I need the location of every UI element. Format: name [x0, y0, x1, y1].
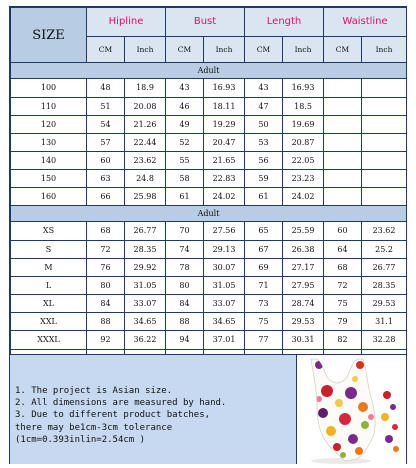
bust-inch-cell: 18.11	[204, 98, 245, 116]
hip-inch-cell: 29.92	[125, 259, 166, 277]
note-line: 1. The project is Asian size.	[15, 386, 173, 396]
bust-inch-cell: 30.07	[204, 259, 245, 277]
waist-inch-cell	[362, 79, 407, 98]
length-cm-cell: 59	[245, 170, 283, 188]
length-inch-cell: 26.38	[283, 241, 324, 259]
hip-cm-cell: 54	[87, 116, 125, 134]
waist-cm-cell: 82	[324, 331, 362, 350]
size-cell: M	[11, 259, 87, 277]
bust-inch-cell: 16.93	[204, 79, 245, 98]
size-cell: S	[11, 241, 87, 259]
bust-cm-cell: 74	[166, 241, 204, 259]
bust-cm-cell: 43	[166, 79, 204, 98]
hip-cm-cell: 72	[87, 241, 125, 259]
hip-inch-cell: 24.8	[125, 170, 166, 188]
length-inch-cell: 19.69	[283, 116, 324, 134]
bust-inch-cell: 24.02	[204, 188, 245, 206]
hip-cm-cell: 63	[87, 170, 125, 188]
table-row	[11, 134, 407, 152]
size-cell: 110	[11, 98, 87, 116]
length-cm-cell: 65	[245, 222, 283, 241]
waistline-header: Waistline	[324, 8, 407, 37]
table-row	[11, 259, 407, 277]
section-header-row	[11, 63, 407, 79]
table-row	[11, 152, 407, 170]
hip-inch-cell: 25.98	[125, 188, 166, 206]
bust-cm-cell: 70	[166, 222, 204, 241]
length-inch-cell: 23.23	[283, 170, 324, 188]
waist-cm-cell	[324, 98, 362, 116]
bust-cm-cell: 58	[166, 170, 204, 188]
length-inch-cell: 16.93	[283, 79, 324, 98]
length-inch-cell: 25.59	[283, 222, 324, 241]
waist-inch-cell: 28.35	[362, 277, 407, 295]
waist-inch-cell	[362, 152, 407, 170]
bust-inch-cell: 33.07	[204, 295, 245, 313]
size-cell: 100	[11, 79, 87, 98]
table-row	[11, 277, 407, 295]
length-cm-cell: 69	[245, 259, 283, 277]
waist-inch-cell: 32.28	[362, 331, 407, 350]
waist-cm-cell	[324, 152, 362, 170]
size-cell: L	[11, 277, 87, 295]
hip-cm-cell: 80	[87, 277, 125, 295]
table-row	[11, 295, 407, 313]
waist-cm-cell	[324, 116, 362, 134]
waist-inch-cell: 26.77	[362, 259, 407, 277]
length-cm-cell: 61	[245, 188, 283, 206]
unit-cm: CM	[166, 37, 204, 63]
length-inch-cell: 27.95	[283, 277, 324, 295]
swimsuit-photo	[297, 355, 406, 464]
hip-cm-cell: 84	[87, 295, 125, 313]
unit-inch: Inch	[283, 37, 324, 63]
hip-cm-cell: 51	[87, 98, 125, 116]
length-cm-cell: 56	[245, 152, 283, 170]
bust-inch-cell: 37.01	[204, 331, 245, 350]
bust-inch-cell: 34.65	[204, 313, 245, 331]
size-chart	[9, 6, 407, 464]
bust-cm-cell: 84	[166, 295, 204, 313]
product-photo	[297, 354, 406, 464]
size-cell: 160	[11, 188, 87, 206]
length-inch-cell: 22.05	[283, 152, 324, 170]
bust-inch-cell: 31.05	[204, 277, 245, 295]
notes-panel	[10, 354, 297, 464]
header-row	[11, 8, 407, 37]
length-cm-cell: 67	[245, 241, 283, 259]
length-cm-cell: 47	[245, 98, 283, 116]
size-cell: 120	[11, 116, 87, 134]
hip-cm-cell: 68	[87, 222, 125, 241]
length-inch-cell: 29.53	[283, 313, 324, 331]
section-title: Adult	[11, 63, 407, 79]
unit-inch: Inch	[362, 37, 407, 63]
length-cm-cell: 71	[245, 277, 283, 295]
bust-cm-cell: 49	[166, 116, 204, 134]
table-row	[11, 116, 407, 134]
unit-cm: CM	[245, 37, 283, 63]
size-cell: 140	[11, 152, 87, 170]
hip-cm-cell: 60	[87, 152, 125, 170]
length-cm-cell: 75	[245, 313, 283, 331]
waist-cm-cell: 68	[324, 259, 362, 277]
size-cell: XS	[11, 222, 87, 241]
waist-cm-cell	[324, 79, 362, 98]
waist-inch-cell	[362, 188, 407, 206]
size-cell: XXXL	[11, 331, 87, 350]
waist-inch-cell: 31.1	[362, 313, 407, 331]
table-row	[11, 170, 407, 188]
length-cm-cell: 43	[245, 79, 283, 98]
hip-cm-cell: 57	[87, 134, 125, 152]
length-inch-cell: 20.87	[283, 134, 324, 152]
table-row	[11, 331, 407, 350]
unit-cm: CM	[87, 37, 125, 63]
hip-cm-cell: 76	[87, 259, 125, 277]
hip-inch-cell: 18.9	[125, 79, 166, 98]
waist-inch-cell	[362, 134, 407, 152]
waist-cm-cell	[324, 170, 362, 188]
bust-cm-cell: 55	[166, 152, 204, 170]
size-cell: XL	[11, 295, 87, 313]
bust-cm-cell: 61	[166, 188, 204, 206]
length-cm-cell: 77	[245, 331, 283, 350]
hip-inch-cell: 23.62	[125, 152, 166, 170]
waist-inch-cell: 23.62	[362, 222, 407, 241]
waist-cm-cell: 75	[324, 295, 362, 313]
waist-cm-cell	[324, 188, 362, 206]
hip-inch-cell: 36.22	[125, 331, 166, 350]
unit-cm: CM	[324, 37, 362, 63]
bust-cm-cell: 78	[166, 259, 204, 277]
length-inch-cell: 24.02	[283, 188, 324, 206]
hip-inch-cell: 21.26	[125, 116, 166, 134]
length-inch-cell: 27.17	[283, 259, 324, 277]
bust-inch-cell: 21.65	[204, 152, 245, 170]
size-header: SIZE	[11, 8, 87, 63]
section-header-row	[11, 206, 407, 222]
size-cell: 130	[11, 134, 87, 152]
length-header: Length	[245, 8, 324, 37]
size-table	[10, 7, 407, 369]
bust-cm-cell: 52	[166, 134, 204, 152]
unit-inch: Inch	[125, 37, 166, 63]
bust-cm-cell: 80	[166, 277, 204, 295]
table-row	[11, 188, 407, 206]
hipline-header: Hipline	[87, 8, 166, 37]
bust-inch-cell: 20.47	[204, 134, 245, 152]
table-row	[11, 222, 407, 241]
waist-cm-cell	[324, 134, 362, 152]
note-line: 3. Due to different product batches,	[15, 410, 211, 421]
length-inch-cell: 30.31	[283, 331, 324, 350]
waist-cm-cell: 72	[324, 277, 362, 295]
length-inch-cell: 18.5	[283, 98, 324, 116]
notes-list	[15, 385, 293, 446]
hip-inch-cell: 34.65	[125, 313, 166, 331]
table-row	[11, 313, 407, 331]
bust-inch-cell: 27.56	[204, 222, 245, 241]
length-cm-cell: 73	[245, 295, 283, 313]
waist-inch-cell: 29.53	[362, 295, 407, 313]
hip-cm-cell: 48	[87, 79, 125, 98]
table-row	[11, 98, 407, 116]
waist-inch-cell	[362, 116, 407, 134]
waist-inch-cell	[362, 98, 407, 116]
bust-inch-cell: 29.13	[204, 241, 245, 259]
table-row	[11, 79, 407, 98]
hip-cm-cell: 92	[87, 331, 125, 350]
note-line: (1cm=0.393inlin=2.54cm )	[15, 434, 146, 445]
size-cell: XXL	[11, 313, 87, 331]
note-line: there may be1cm-3cm tolerance	[15, 422, 173, 433]
length-cm-cell: 50	[245, 116, 283, 134]
hip-cm-cell: 88	[87, 313, 125, 331]
hip-cm-cell: 66	[87, 188, 125, 206]
bust-inch-cell: 19.29	[204, 116, 245, 134]
hip-inch-cell: 28.35	[125, 241, 166, 259]
section-title: Adult	[11, 206, 407, 222]
hip-inch-cell: 22.44	[125, 134, 166, 152]
hip-inch-cell: 20.08	[125, 98, 166, 116]
length-inch-cell: 28.74	[283, 295, 324, 313]
unit-inch: Inch	[204, 37, 245, 63]
bust-cm-cell: 94	[166, 331, 204, 350]
waist-cm-cell: 64	[324, 241, 362, 259]
waist-inch-cell	[362, 170, 407, 188]
bust-inch-cell: 22.83	[204, 170, 245, 188]
bust-cm-cell: 46	[166, 98, 204, 116]
bust-cm-cell: 88	[166, 313, 204, 331]
table-row	[11, 241, 407, 259]
waist-cm-cell: 79	[324, 313, 362, 331]
waist-cm-cell: 60	[324, 222, 362, 241]
hip-inch-cell: 26.77	[125, 222, 166, 241]
bust-header: Bust	[166, 8, 245, 37]
hip-inch-cell: 33.07	[125, 295, 166, 313]
size-cell: 150	[11, 170, 87, 188]
length-cm-cell: 53	[245, 134, 283, 152]
waist-inch-cell: 25.2	[362, 241, 407, 259]
note-line: 2. All dimensions are measured by hand.	[15, 398, 227, 409]
hip-inch-cell: 31.05	[125, 277, 166, 295]
